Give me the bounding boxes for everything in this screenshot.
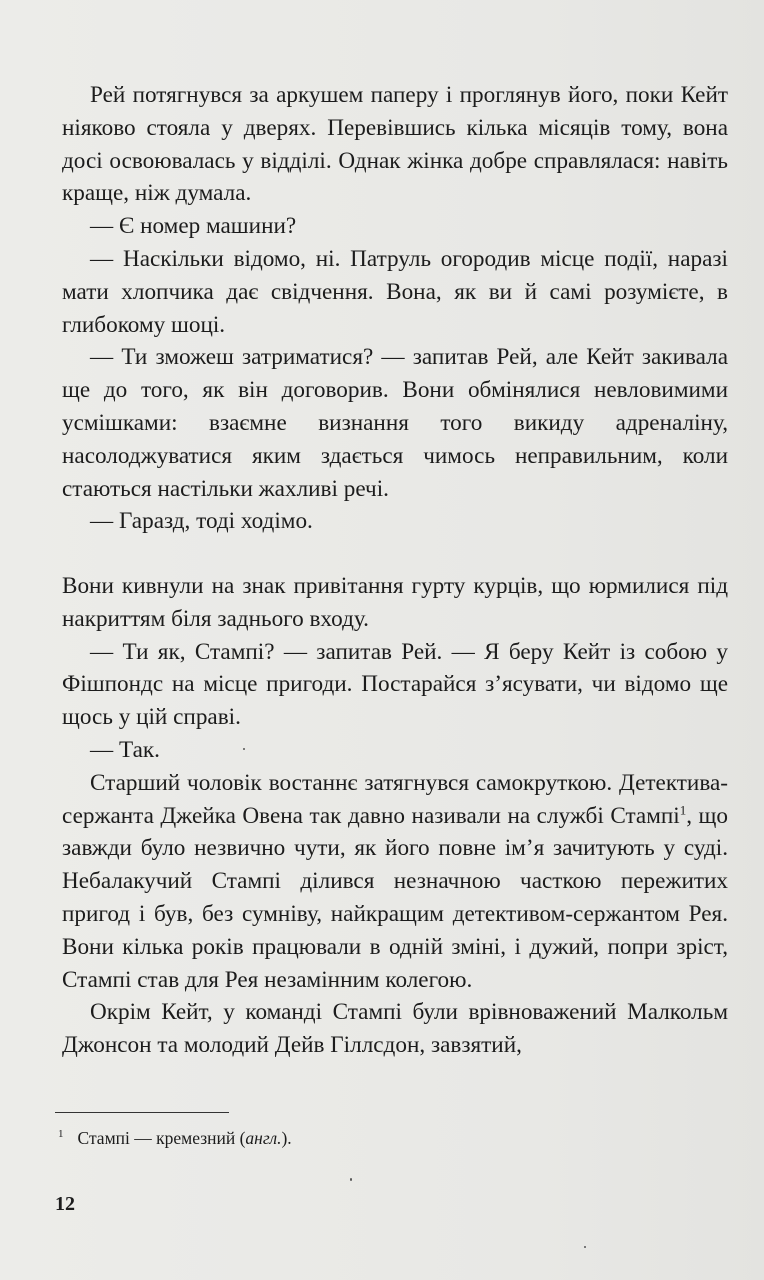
footnote-divider: [55, 1112, 229, 1113]
footnote: [58, 1126, 292, 1150]
footnote-text: Стампі — кремезний (: [77, 1128, 246, 1148]
paragraph: Окрім Кейт, у команді Стампі були врівноважений Малкольм Джонсон та молодий Дейв Гіллсдон, завзятий,: [62, 999, 728, 1059]
footnote-italic: англ.: [245, 1128, 282, 1148]
footnote-mark: 1: [58, 1128, 64, 1141]
section-opening-paragraph: Вони кивнули на знак привітання гурту курців, що юрмилися під накриттям біля заднього входу.: [62, 573, 728, 632]
dialogue-line: — Наскільки відомо, ні. Патруль огородив місце події, наразі мати хлопчика дає свідчення. Вона, як ви й самі розумієте, в глибокому шоці.: [62, 245, 728, 338]
dialogue-line: — Є номер машини?: [90, 213, 297, 240]
paragraph-text: , що завжди було незвично чути, як його повне ім’я зачитують у суді. Небалакучий Стампі ділився незначною часткою пережитих пригод і був, без сумніву, найкращим детективом-сержантом Рея. Вони кілька років працювали в одній зміні, і дужий, попри зріст, Стампі став для Рея незамінним колегою.: [62, 802, 728, 993]
footnote-reference[interactable]: 1: [679, 801, 687, 817]
dialogue-line: — Ти як, Стампі? — запитав Рей. — Я беру Кейт із собою у Фішпондс на місце пригоди. Постарайся з’ясувати, чи відомо ще щось у цій справі.: [62, 638, 728, 731]
paper-speck: [584, 1246, 586, 1248]
text-section-top: [62, 79, 728, 538]
paragraph: Рей потягнувся за аркушем паперу і проглянув його, поки Кейт ніяково стояла у дверях. Перевівшись кілька місяців тому, вона досі освоювалась у відділі. Однак жінка добре справлялася: навіть краще, ніж думала.: [62, 82, 728, 207]
page-number: 12: [55, 1193, 75, 1215]
paragraph: [62, 767, 728, 997]
dialogue-line: — Ти зможеш затриматися? — запитав Рей, але Кейт закивала ще до того, як він договорив. Вони обмінялися невловимими усмішками: взаємне визнання того викиду адреналіну, насолоджуватися яким здається чимось неправильним, коли стаються настільки жахливі речі.: [62, 344, 728, 502]
paper-speck: [243, 748, 245, 750]
text-section-bottom: [62, 570, 728, 1062]
dialogue-line: — Гаразд, тоді ходімо.: [90, 508, 313, 535]
paper-speck: [350, 1178, 352, 1181]
paragraph-text: Старший чоловік востаннє затягнувся самокруткою. Детектива-сержанта Джейка Овена так давно називали на службі Стампі: [62, 769, 728, 829]
footnote-text-end: ).: [281, 1128, 292, 1148]
dialogue-line: — Так.: [90, 736, 160, 763]
